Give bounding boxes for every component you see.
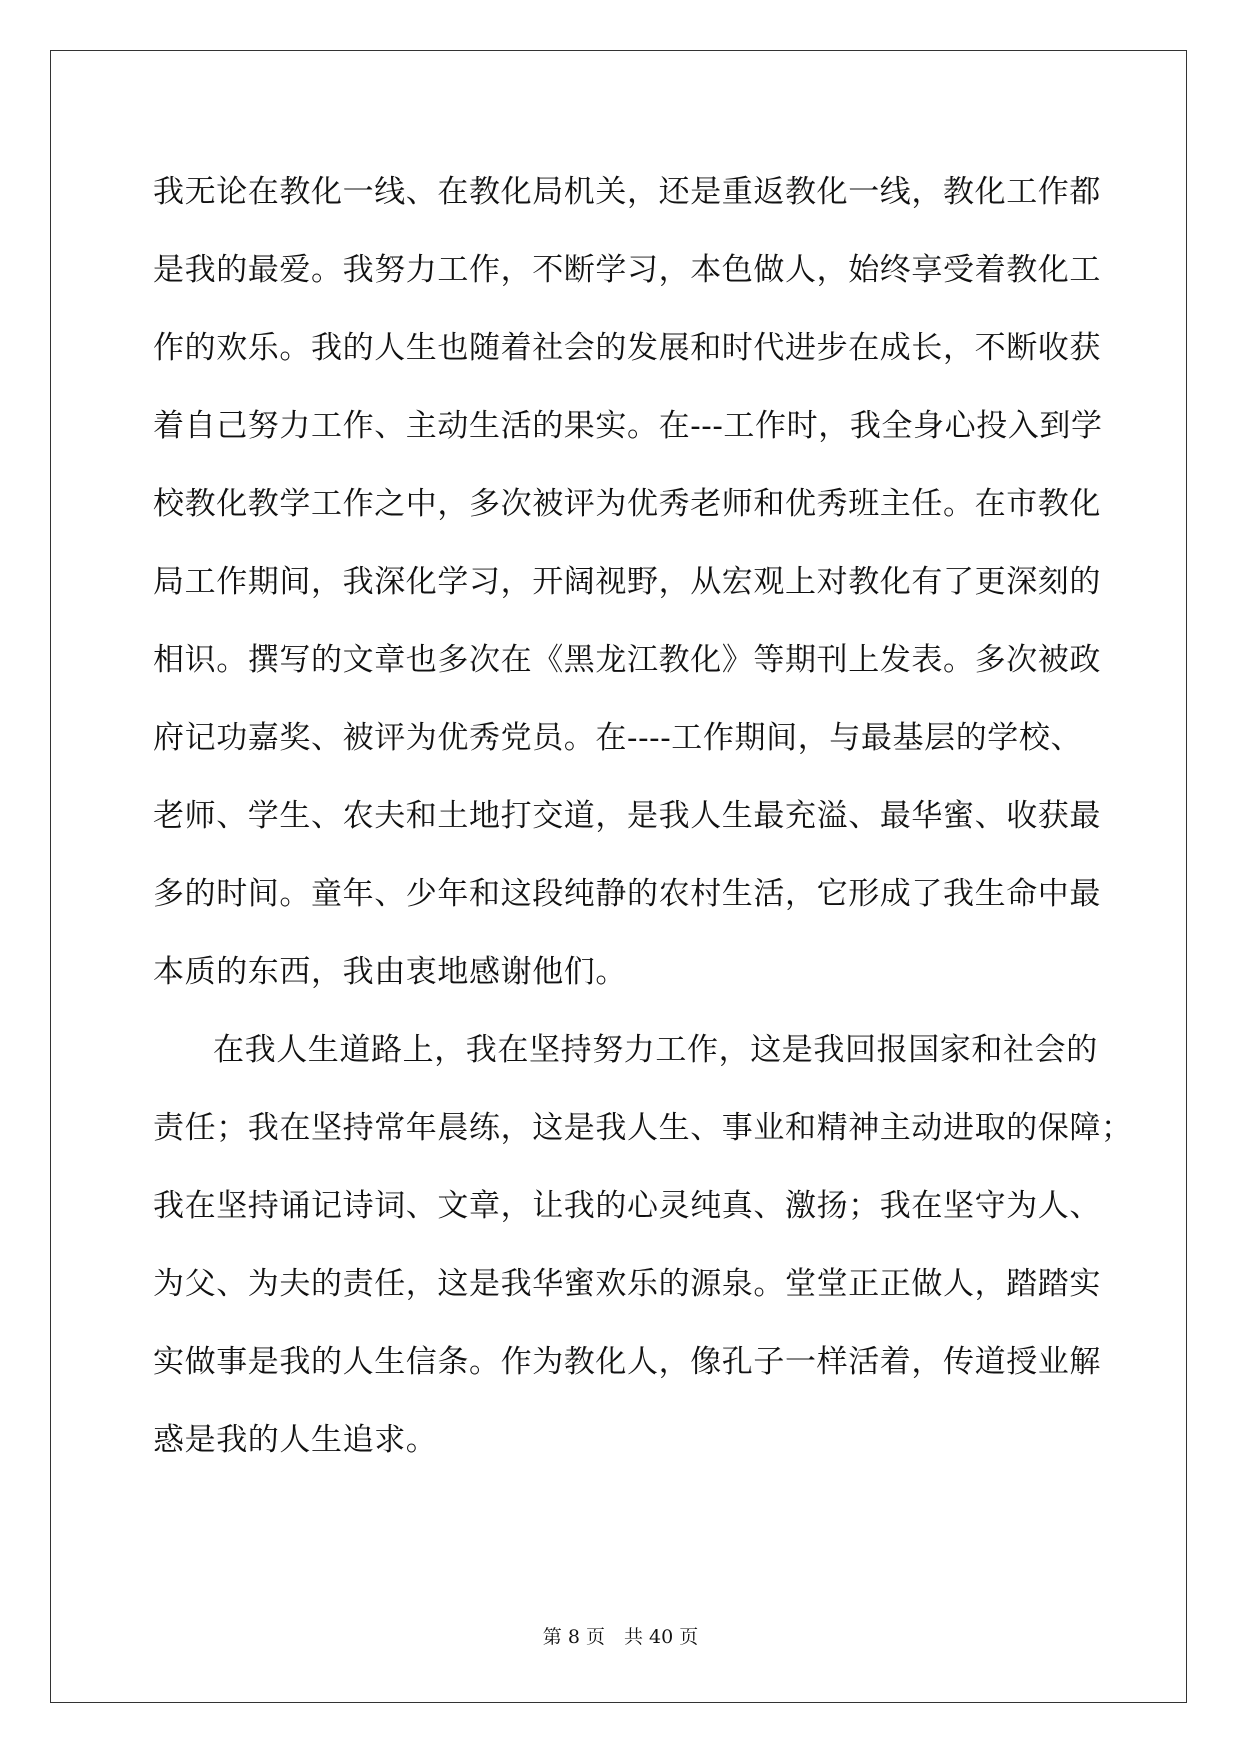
paragraph-2-line-2: 责任；我在坚持常年晨练，这是我人生、事业和精神主动进取的保障； [153,1110,1133,1146]
paragraph-1-line-8: 府记功嘉奖、被评为优秀党员。在----工作期间，与最基层的学校、 [153,720,1083,756]
paragraph-2-line-3: 我在坚持诵记诗词、文章，让我的心灵纯真、激扬；我在坚守为人、 [153,1188,1101,1224]
paragraph-1-line-9: 老师、学生、农夫和土地打交道，是我人生最充溢、最华蜜、收获最 [153,798,1101,834]
paragraph-1-line-10: 多的时间。童年、少年和这段纯静的农村生活，它形成了我生命中最 [153,876,1101,912]
paragraph-2-line-1: 在我人生道路上，我在坚持努力工作，这是我回报国家和社会的 [213,1032,1098,1068]
paragraph-1-line-11: 本质的东西，我由衷地感谢他们。 [153,954,627,990]
paragraph-1-line-1: 我无论在教化一线、在教化局机关，还是重返教化一线，教化工作都 [153,174,1101,210]
paragraph-1-line-7: 相识。撰写的文章也多次在《黑龙江教化》等期刊上发表。多次被政 [153,642,1101,678]
page-number-footer: 第 8 页 共 40 页 [542,1626,699,1648]
paragraph-2-line-5: 实做事是我的人生信条。作为教化人，像孔子一样活着，传道授业解 [153,1344,1101,1380]
paragraph-1-line-6: 局工作期间，我深化学习，开阔视野，从宏观上对教化有了更深刻的 [153,564,1101,600]
paragraph-2-line-6: 惑是我的人生追求。 [153,1422,438,1458]
paragraph-1-line-4: 着自己努力工作、主动生活的果实。在---工作时，我全身心投入到学 [153,408,1103,444]
paragraph-2-line-4: 为父、为夫的责任，这是我华蜜欢乐的源泉。堂堂正正做人，踏踏实 [153,1266,1101,1302]
paragraph-1-line-3: 作的欢乐。我的人生也随着社会的发展和时代进步在成长，不断收获 [153,330,1101,366]
paragraph-1-line-5: 校教化教学工作之中，多次被评为优秀老师和优秀班主任。在市教化 [153,486,1101,522]
paragraph-1-line-2: 是我的最爱。我努力工作，不断学习，本色做人，始终享受着教化工 [153,252,1101,288]
